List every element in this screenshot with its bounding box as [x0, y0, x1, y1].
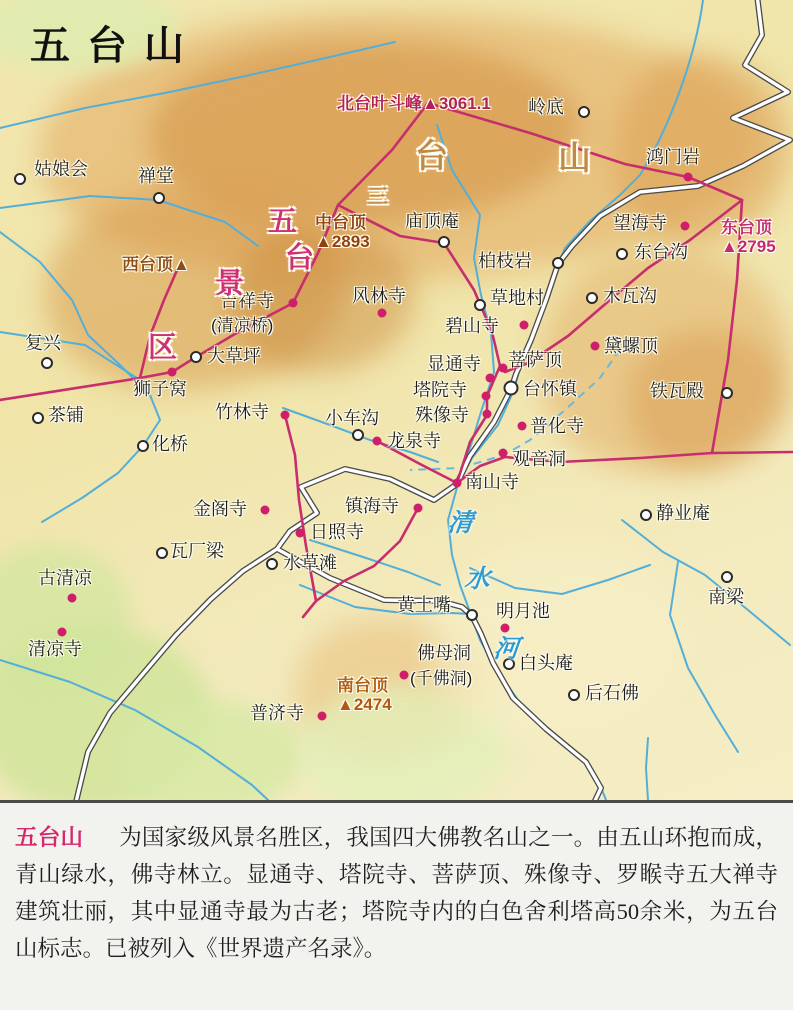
- sight-label: 吉祥寺: [220, 291, 274, 311]
- sight-marker: [499, 364, 508, 373]
- peak-label: 中台顶 ▲2893: [315, 213, 370, 252]
- sight-label: 风林寺: [352, 286, 406, 306]
- sight-marker: [414, 504, 423, 513]
- sight-label: 竹林寺: [215, 402, 269, 422]
- scenic-area-char: 五: [268, 206, 298, 238]
- description-body: 为国家级风景名胜区，我国四大佛教名山之一。由五山环抱而成，青山绿水，佛寺林立。显通寺、塔院寺、菩萨顶、殊像寺、罗睺寺五大禅寺建筑壮丽，其中显通寺最为古老；塔院寺内的白色舍利塔高50余米，为五台山标志。已被列入《世界遗产名录》。: [15, 825, 778, 961]
- village-marker: [266, 558, 278, 570]
- sight-marker: [453, 479, 462, 488]
- mountain-range-char: 三: [368, 186, 388, 208]
- village-marker: [352, 429, 364, 441]
- sight-marker: [168, 368, 177, 377]
- sight-label: 黛螺顶: [604, 336, 658, 356]
- sight-sublabel: (千佛洞): [410, 669, 473, 688]
- description-panel: [0, 800, 793, 1010]
- sight-label: 南山寺: [465, 472, 519, 492]
- village-label: 静业庵: [656, 503, 710, 523]
- sight-marker: [499, 449, 508, 458]
- sight-marker: [318, 712, 327, 721]
- sight-marker: [684, 173, 693, 182]
- village-marker: [640, 509, 652, 521]
- sight-label: 碧山寺: [445, 316, 499, 336]
- sight-marker: [378, 309, 387, 318]
- sight-label: 殊像寺: [415, 405, 469, 425]
- mountain-range-char: 台: [415, 137, 448, 174]
- sight-marker: [296, 529, 305, 538]
- sight-marker: [261, 506, 270, 515]
- village-label: 东台沟: [634, 242, 688, 262]
- village-marker: [504, 381, 519, 396]
- village-marker: [156, 547, 168, 559]
- peak-label: 北台叶斗峰▲3061.1: [337, 94, 491, 113]
- sight-label: 日照寺: [310, 522, 364, 542]
- description-lead: 五台山: [15, 825, 84, 850]
- description-text: [15, 819, 778, 967]
- village-label: 白头庵: [519, 653, 573, 673]
- sight-marker: [591, 342, 600, 351]
- sight-marker: [68, 594, 77, 603]
- village-label: 后石佛: [585, 683, 639, 703]
- village-label: 大草坪: [207, 346, 261, 366]
- peak-label: 西台顶▲: [122, 255, 190, 274]
- sight-label: 望海寺: [613, 213, 667, 233]
- sight-label: 明月池: [496, 601, 550, 621]
- village-label: 姑娘会: [34, 159, 88, 179]
- village-marker: [721, 571, 733, 583]
- mountain-range-char: 山: [558, 139, 591, 176]
- sight-label: 鸿门岩: [646, 147, 700, 167]
- village-marker: [586, 292, 598, 304]
- sight-marker: [681, 222, 690, 231]
- village-label: 水草滩: [283, 553, 337, 573]
- sight-marker: [289, 299, 298, 308]
- village-label: 草地村: [490, 288, 544, 308]
- village-marker: [568, 689, 580, 701]
- sight-marker: [520, 321, 529, 330]
- village-marker: [721, 387, 733, 399]
- village-label: 茶铺: [48, 405, 84, 425]
- village-marker: [190, 351, 202, 363]
- sight-marker: [400, 671, 409, 680]
- village-marker: [137, 440, 149, 452]
- map-title: 五台山: [30, 24, 201, 68]
- village-marker: [41, 357, 53, 369]
- village-label: 小车沟: [325, 408, 379, 428]
- sight-marker: [373, 437, 382, 446]
- village-label: 禅堂: [138, 166, 174, 186]
- scenic-area-char: 景: [215, 268, 245, 300]
- sight-marker: [482, 392, 491, 401]
- village-label: 化桥: [152, 434, 188, 454]
- village-label: 铁瓦殿: [650, 381, 704, 401]
- river-name-char: 清: [446, 509, 475, 537]
- sight-label: 普化寺: [530, 416, 584, 436]
- village-label: 柏枝岩: [478, 251, 532, 271]
- sight-marker: [281, 411, 290, 420]
- village-marker: [153, 192, 165, 204]
- sight-label: 佛母洞: [417, 643, 471, 663]
- village-label: 黄土嘴: [397, 595, 451, 615]
- sight-marker: [483, 410, 492, 419]
- village-marker: [616, 248, 628, 260]
- sight-label: 观音洞: [512, 449, 566, 469]
- sight-label: 狮子窝: [133, 379, 187, 399]
- village-marker: [14, 173, 26, 185]
- river-name-char: 水: [463, 565, 492, 593]
- village-label: 台怀镇: [523, 379, 577, 399]
- sight-sublabel: (清凉桥): [211, 316, 274, 335]
- village-label: 木瓦沟: [603, 286, 657, 306]
- peak-label: 东台顶 ▲2795: [721, 218, 776, 257]
- sight-label: 显通寺: [427, 354, 481, 374]
- peak-label: 南台顶 ▲2474: [337, 676, 392, 715]
- village-marker: [466, 609, 478, 621]
- village-marker: [578, 106, 590, 118]
- sight-label: 龙泉寺: [387, 431, 441, 451]
- sight-label: 镇海寺: [345, 496, 399, 516]
- village-label: 岭底: [528, 97, 564, 117]
- sight-marker: [486, 374, 495, 383]
- scenic-area-char: 台: [285, 242, 315, 274]
- scenic-area-char: 区: [148, 332, 178, 364]
- village-label: 复兴: [25, 333, 61, 353]
- village-marker: [552, 257, 564, 269]
- village-label: 庙顶庵: [405, 211, 459, 231]
- sight-marker: [58, 628, 67, 637]
- village-label: 南梁: [708, 587, 744, 607]
- river-name-char: 河: [492, 635, 521, 663]
- sight-label: 金阁寺: [193, 499, 247, 519]
- sight-marker: [518, 422, 527, 431]
- village-marker: [474, 299, 486, 311]
- sight-label: 清凉寺: [28, 639, 82, 659]
- sight-label: 塔院寺: [413, 380, 467, 400]
- sight-label: 古清凉: [38, 568, 92, 588]
- village-label: 瓦厂梁: [170, 541, 224, 561]
- sight-label: 菩萨顶: [508, 350, 562, 370]
- village-marker: [438, 236, 450, 248]
- village-marker: [32, 412, 44, 424]
- sight-label: 普济寺: [250, 703, 304, 723]
